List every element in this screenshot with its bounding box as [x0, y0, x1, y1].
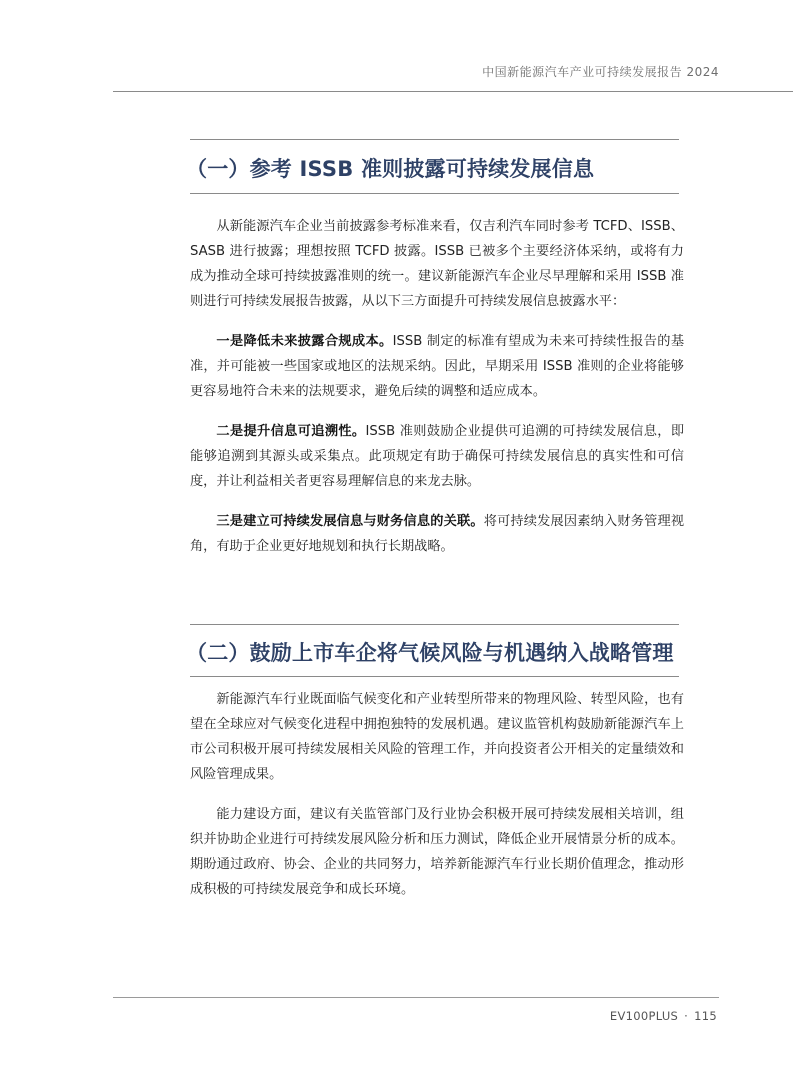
footer-separator: ·: [684, 1009, 689, 1023]
running-header: 中国新能源汽车产业可持续发展报告 2024: [482, 65, 719, 79]
section-2-top-rule: [190, 624, 679, 625]
page-number: 115: [694, 1009, 717, 1023]
paragraph-lead: 二是提升信息可追溯性。: [216, 424, 366, 439]
paragraph: 能力建设方面，建议有关监管部门及行业协会积极开展可持续发展相关培训，组织并协助企业进行可持续发展风险分析和压力测试，降低企业开展情景分析的成本。期盼通过政府、协会、企业的共同努力，培养新能源汽车行业长期价值理念，推动形成积极的可持续发展竞争和成长环境。: [190, 807, 684, 897]
header-divider: [113, 91, 793, 92]
section-2-bottom-rule: [190, 676, 679, 677]
paragraph: 二是提升信息可追溯性。ISSB 准则鼓励企业提供可追溯的可持续发展信息，即能够追溯到其源头或采集点。此项规定有助于确保可持续发展信息的真实性和可信度，并让利益相关者更容易理解信息的来龙去脉。: [190, 424, 685, 489]
paragraph: 从新能源汽车企业当前披露参考标准来看，仅吉利汽车同时参考 TCFD、ISSB、SASB 进行披露；理想按照 TCFD 披露。ISSB 已被多个主要经济体采纳，或将有力成为推动全球可持续披露准则的统一。建议新能源汽车企业尽早理解和采用 ISSB 准则进行可持续发展报告披露，从以下三方面提升可持续发展信息披露水平：: [190, 219, 684, 309]
paragraph-lead: 三是建立可持续发展信息与财务信息的关联。: [216, 514, 484, 529]
section-2-body: [190, 687, 684, 902]
footer-brand: EV100PLUS: [609, 1009, 679, 1023]
paragraph: 新能源汽车行业既面临气候变化和产业转型所带来的物理风险、转型风险，也有望在全球应对气候变化进程中拥抱独特的发展机遇。建议监管机构鼓励新能源汽车上市公司积极开展可持续发展相关风险的管理工作，并向投资者公开相关的定量绩效和风险管理成果。: [190, 692, 684, 782]
footer-divider: [113, 997, 719, 998]
section-2-title: （二）鼓励上市车企将气候风险与机遇纳入战略管理: [186, 641, 674, 665]
paragraph-lead: 一是降低未来披露合规成本。: [216, 334, 393, 349]
page-footer: [610, 1009, 717, 1023]
paragraph: 三是建立可持续发展信息与财务信息的关联。将可持续发展因素纳入财务管理视角，有助于企业更好地规划和执行长期战略。: [190, 514, 685, 554]
section-1-title: （一）参考 ISSB 准则披露可持续发展信息: [186, 157, 595, 181]
section-1-top-rule: [190, 139, 679, 140]
section-1-body: [190, 214, 684, 559]
paragraph: 一是降低未来披露合规成本。ISSB 制定的标准有望成为未来可持续性报告的基准，并可能被一些国家或地区的法规采纳。因此，早期采用 ISSB 准则的企业将能够更容易地符合未来的法规要求，避免后续的调整和适应成本。: [190, 334, 685, 399]
section-1-bottom-rule: [190, 193, 679, 194]
